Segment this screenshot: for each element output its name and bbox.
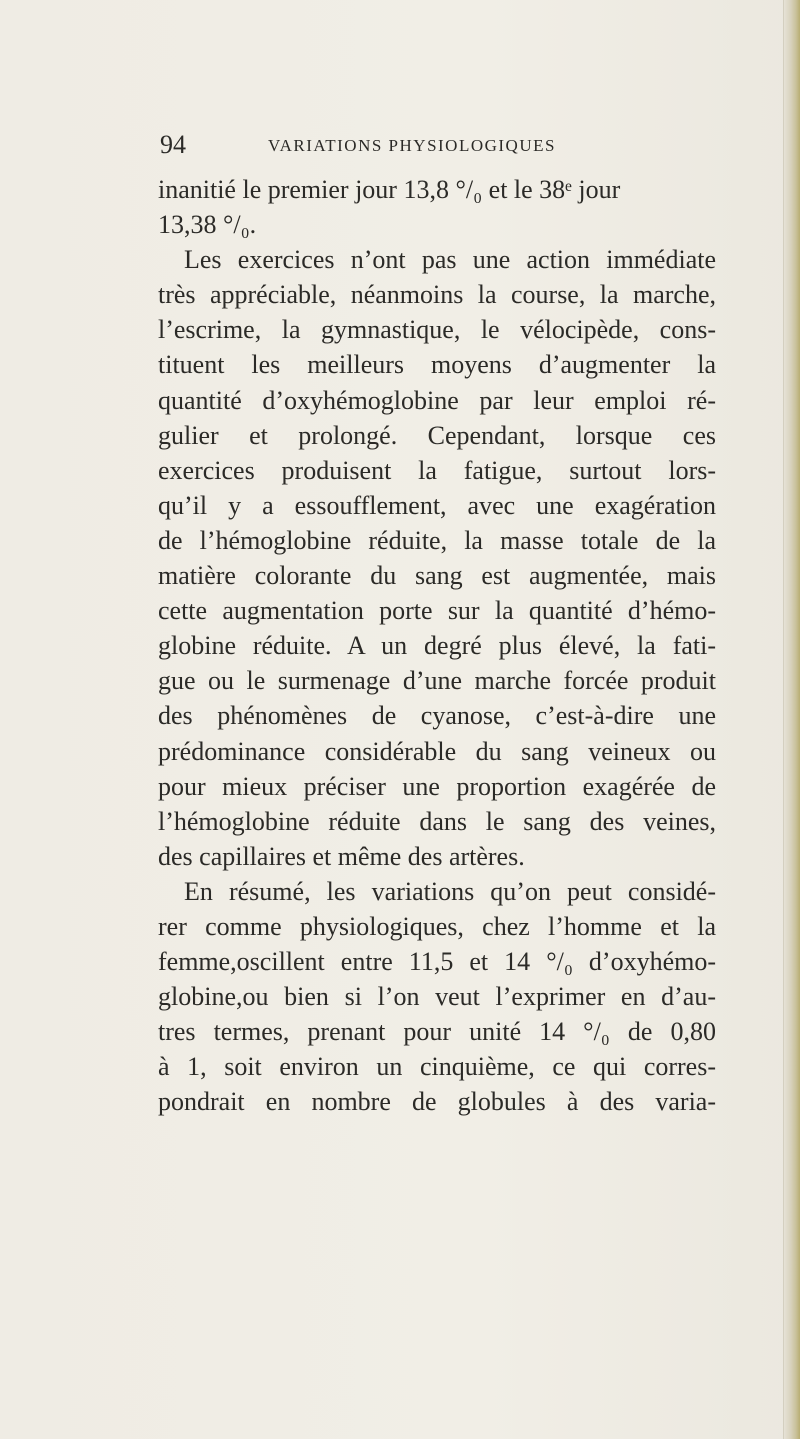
text-line: rer comme physiologiques, chez l’homme et la — [158, 911, 716, 941]
paragraph-start-line: En résumé, les variations qu’on peut considé- — [184, 876, 716, 906]
text-line: l’hémoglobine réduite dans le sang des veines, — [158, 806, 716, 836]
text-line: de l’hémoglobine réduite, la masse totale de la — [158, 525, 716, 555]
text-line: l’escrime, la gymnastique, le vélocipède, cons- — [158, 315, 716, 345]
running-title: VARIATIONS PHYSIOLOGIQUES — [268, 136, 556, 155]
text-line: globine réduite. A un degré plus élevé, la fati- — [158, 631, 716, 661]
text-line: 13,38 °/₀. — [158, 210, 257, 240]
text-line: femme,oscillent entre 11,5 et 14 °/₀ d’oxyhémo- — [158, 947, 716, 977]
text-line: tituent les meilleurs moyens d’augmenter la — [158, 350, 716, 380]
text-line: prédominance considérable du sang veineux ou — [158, 736, 716, 766]
text-line: cette augmentation porte sur la quantité d’hémo- — [158, 596, 716, 626]
text-line: inanitié le premier jour 13,8 °/₀ et le 38ᵉ jour — [158, 175, 621, 204]
text-line: à 1, soit environ un cinquième, ce qui corres- — [158, 1052, 716, 1082]
text-line: qu’il y a essoufflement, avec une exagération — [158, 490, 716, 520]
text-line: pondrait en nombre de globules à des varia- — [158, 1087, 716, 1117]
page-header — [160, 130, 760, 160]
paragraph-start-line: Les exercices n’ont pas une action immédiate — [184, 245, 716, 275]
text-line: tres termes, prenant pour unité 14 °/₀ de 0,80 — [158, 1017, 716, 1047]
text-line: matière colorante du sang est augmentée, mais — [158, 561, 716, 591]
text-line: gue ou le surmenage d’une marche forcée produit — [158, 666, 716, 696]
page-number: 94 — [160, 130, 186, 159]
text-line: quantité d’oxyhémoglobine par leur emploi ré- — [158, 385, 716, 415]
body-text — [158, 172, 716, 1120]
text-line: très appréciable, néanmoins la course, la marche, — [158, 280, 716, 310]
text-line: exercices produisent la fatigue, surtout lors- — [158, 455, 716, 485]
text-line: des phénomènes de cyanose, c’est-à-dire une — [158, 701, 716, 731]
text-line: pour mieux préciser une proportion exagérée de — [158, 771, 716, 801]
text-line: des capillaires et même des artères. — [158, 841, 525, 871]
page-edge — [784, 0, 800, 1439]
text-line: gulier et prolongé. Cependant, lorsque ces — [158, 420, 716, 450]
text-line: globine,ou bien si l’on veut l’exprimer en d’au- — [158, 982, 716, 1012]
